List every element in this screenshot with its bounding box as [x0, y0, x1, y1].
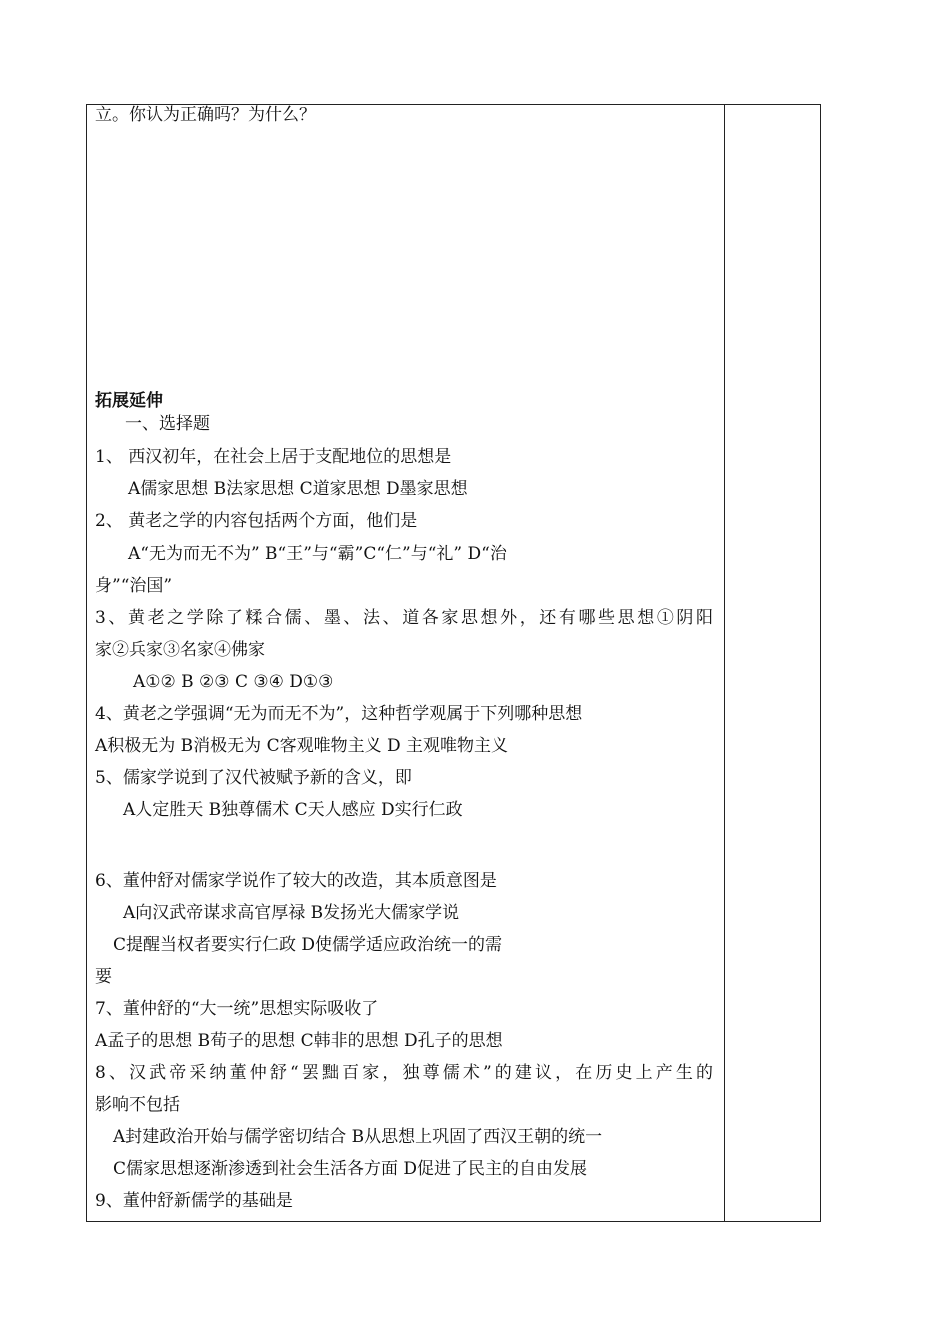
question-8-options: A封建政治开始与儒学密切结合 B从思想上巩固了西汉王朝的统一 — [113, 1127, 603, 1147]
question-5: 5、儒家学说到了汉代被赋予新的含义，即 — [95, 768, 412, 788]
question-5-options: A人定胜天 B独尊儒术 C天人感应 D实行仁政 — [123, 800, 463, 820]
subsection-title: 一、选择题 — [125, 414, 210, 434]
question-3-cont: 家②兵家③名家④佛家 — [95, 640, 265, 660]
question-1-options: A儒家思想 B法家思想 C道家思想 D墨家思想 — [128, 479, 468, 499]
question-2-options: A“无为而无不为” B“王”与“霸”C“仁”与“礼” D“治 — [128, 544, 507, 564]
question-7-options: A孟子的思想 B荀子的思想 C韩非的思想 D孔子的思想 — [95, 1031, 503, 1051]
question-9: 9、董仲舒新儒学的基础是 — [95, 1191, 293, 1211]
question-6: 6、董仲舒对儒家学说作了较大的改造，其本质意图是 — [95, 871, 497, 891]
section-heading: 拓展延伸 — [95, 391, 163, 411]
table-frame — [86, 104, 821, 1222]
question-2-options-cont: 身”“治国” — [95, 576, 173, 596]
question-4: 4、黄老之学强调“无为而无不为”，这种哲学观属于下列哪种思想 — [95, 704, 583, 724]
question-2: 2、 黄老之学的内容包括两个方面，他们是 — [95, 511, 418, 531]
question-4-options: A积极无为 B消极无为 C客观唯物主义 D 主观唯物主义 — [95, 736, 509, 756]
question-8-cont: 影响不包括 — [95, 1095, 180, 1115]
question-1: 1、 西汉初年，在社会上居于支配地位的思想是 — [95, 447, 452, 467]
question-8: 8、汉武帝采纳董仲舒“罢黜百家，独尊儒术”的建议，在历史上产生的 — [95, 1063, 713, 1083]
text-line: 立。你认为正确吗？为什么？ — [95, 105, 316, 125]
question-6-options-end: 要 — [95, 967, 112, 987]
question-3-options: A①② B ②③ C ③④ D①③ — [133, 672, 334, 692]
question-3: 3、黄老之学除了糅合儒、墨、法、道各家思想外，还有哪些思想①阴阳 — [95, 608, 713, 628]
question-8-options-cont: C儒家思想逐渐渗透到社会生活各方面 D促进了民主的自由发展 — [113, 1159, 588, 1179]
question-6-options: A向汉武帝谋求高官厚禄 B发扬光大儒家学说 — [123, 903, 460, 923]
question-7: 7、董仲舒的“大一统”思想实际吸收了 — [95, 999, 379, 1019]
column-divider — [724, 104, 725, 1222]
question-6-options-cont: C提醒当权者要实行仁政 D使儒学适应政治统一的需 — [113, 935, 503, 955]
